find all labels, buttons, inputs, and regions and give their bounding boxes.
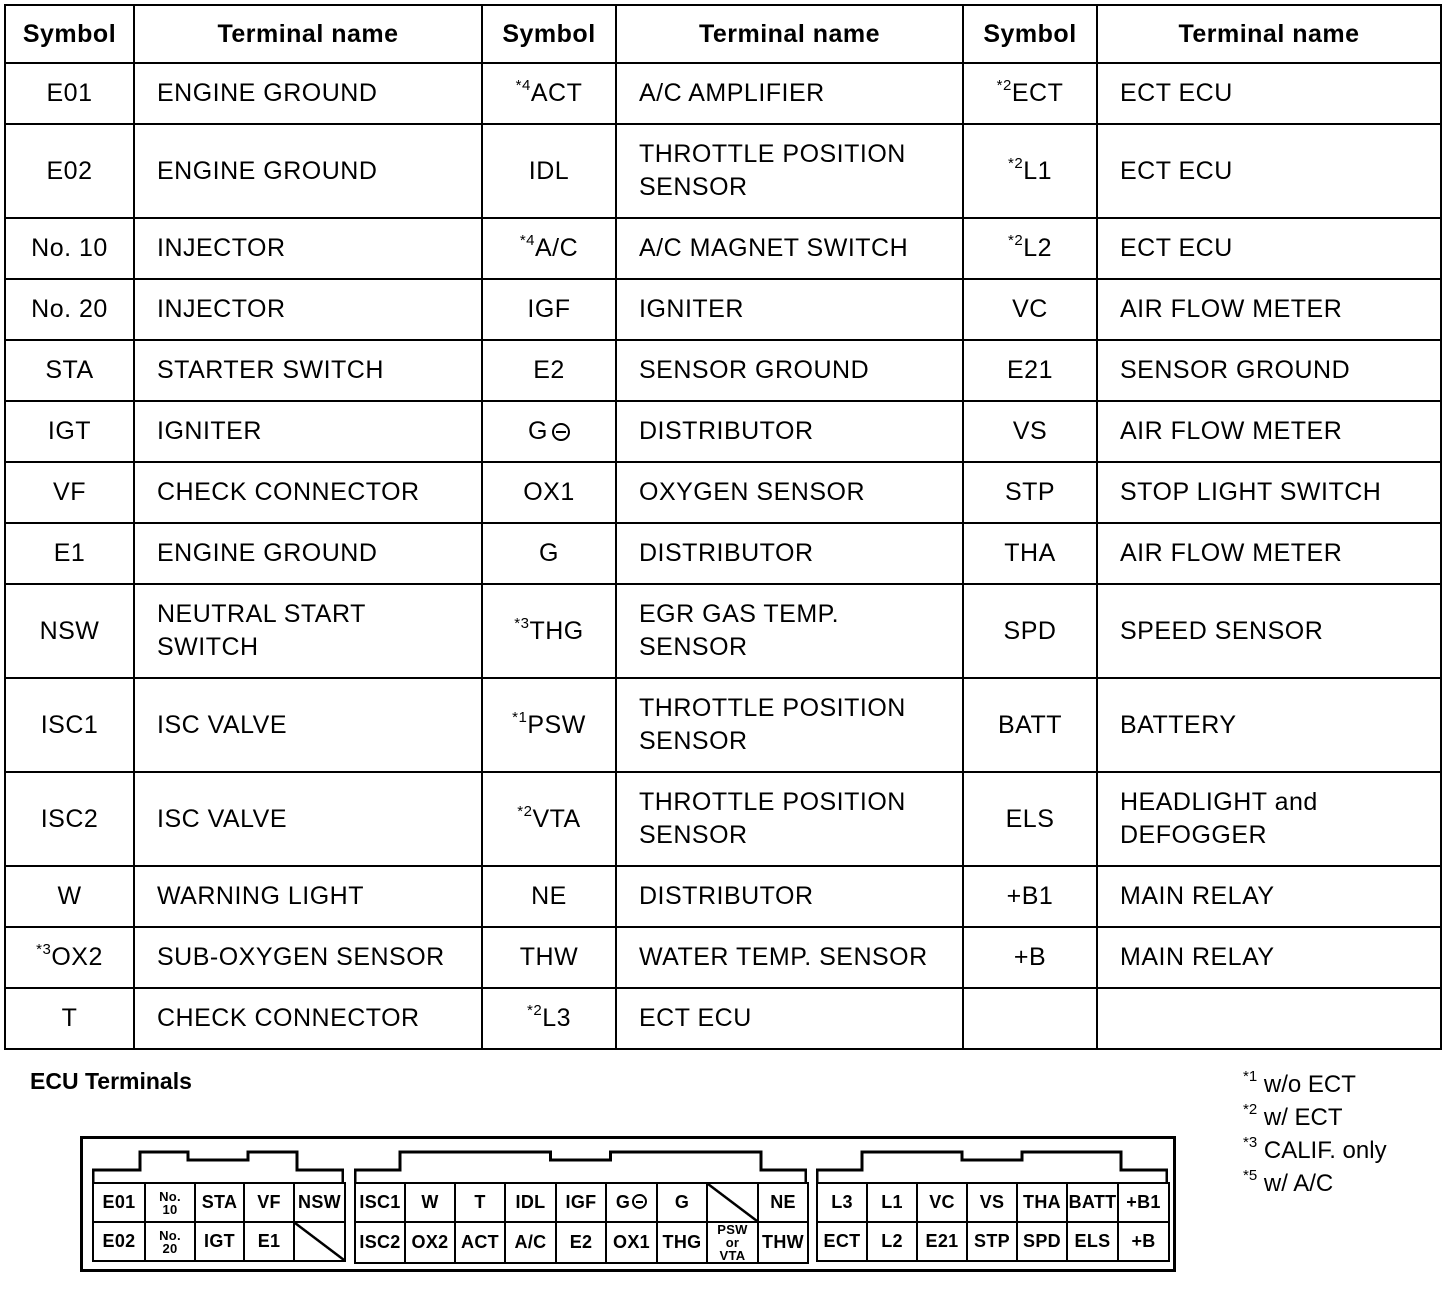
symbol-cell bbox=[963, 124, 1097, 218]
connector-pin: PSW or VTA bbox=[707, 1222, 758, 1263]
symbol-text: SPD bbox=[1003, 616, 1057, 645]
terminal-name-cell bbox=[1097, 988, 1441, 1049]
footnote-mark: *4 bbox=[519, 232, 535, 249]
connector-pin: E2 bbox=[556, 1222, 606, 1263]
symbol-text: VS bbox=[1012, 417, 1048, 445]
symbol-text: OX2 bbox=[51, 943, 103, 971]
column-header: Symbol bbox=[963, 5, 1097, 63]
table-body bbox=[5, 63, 1441, 1049]
footnote-text: w/ A/C bbox=[1257, 1170, 1334, 1197]
symbol-text: +B bbox=[1013, 943, 1047, 971]
symbol-text: VF bbox=[53, 478, 86, 506]
footnote-mark: *3 bbox=[36, 941, 52, 958]
symbol-cell bbox=[5, 678, 134, 772]
symbol-cell bbox=[5, 927, 134, 988]
symbol-cell bbox=[5, 866, 134, 927]
connector-pin: BATT bbox=[1067, 1183, 1118, 1222]
minus-circle-icon bbox=[632, 1194, 647, 1209]
symbol-text: T bbox=[61, 1004, 78, 1032]
connector-block-3 bbox=[816, 1150, 1168, 1264]
symbol-cell bbox=[5, 401, 134, 462]
symbol-text: NSW bbox=[39, 616, 100, 645]
connector-pin: ELS bbox=[1067, 1222, 1118, 1261]
terminal-name-cell: WARNING LIGHT bbox=[134, 866, 482, 927]
terminal-name-cell: ENGINE GROUND bbox=[134, 63, 482, 124]
connector-pin: STP bbox=[967, 1222, 1017, 1261]
symbol-text: E02 bbox=[46, 156, 93, 185]
symbol-text: IGF bbox=[527, 295, 571, 323]
table-row bbox=[5, 462, 1441, 523]
terminal-name-cell: INJECTOR bbox=[134, 218, 482, 279]
symbol-text: NE bbox=[531, 882, 567, 910]
symbol-cell bbox=[482, 772, 616, 866]
footnote-mark: *2 bbox=[1243, 1101, 1258, 1118]
terminal-name-cell: THROTTLE POSITION SENSOR bbox=[616, 124, 963, 218]
symbol-text: IDL bbox=[528, 156, 570, 185]
connector-pin: L2 bbox=[867, 1222, 917, 1261]
terminal-name-cell: CHECK CONNECTOR bbox=[134, 462, 482, 523]
symbol-cell bbox=[963, 772, 1097, 866]
connector-pin: +B1 bbox=[1118, 1183, 1169, 1222]
symbol-text: A/C bbox=[535, 234, 579, 262]
footnote bbox=[1243, 1167, 1387, 1200]
footnote-mark: *3 bbox=[1243, 1134, 1258, 1151]
footnotes bbox=[1243, 1068, 1387, 1200]
symbol-text: ISC2 bbox=[40, 804, 99, 833]
connector-pin: VS bbox=[967, 1183, 1017, 1222]
table-row bbox=[5, 401, 1441, 462]
symbol-cell bbox=[5, 988, 134, 1049]
connector-pin: IGT bbox=[195, 1222, 244, 1261]
connector-pin: STA bbox=[195, 1183, 244, 1222]
terminal-name-cell: WATER TEMP. SENSOR bbox=[616, 927, 963, 988]
symbol-cell bbox=[482, 63, 616, 124]
footnote-mark: *5 bbox=[1243, 1167, 1258, 1184]
footnote bbox=[1243, 1134, 1387, 1167]
connector-pin: NE bbox=[758, 1183, 808, 1222]
connector-pin: THA bbox=[1017, 1183, 1067, 1222]
terminal-name-cell: ISC VALVE bbox=[134, 772, 482, 866]
symbol-text: ECT bbox=[1011, 79, 1064, 107]
symbol-text: STP bbox=[1004, 478, 1056, 506]
connector-pin: THG bbox=[657, 1222, 707, 1263]
symbol-cell bbox=[963, 584, 1097, 678]
terminal-name-cell: A/C AMPLIFIER bbox=[616, 63, 963, 124]
symbol-cell bbox=[963, 462, 1097, 523]
footnote bbox=[1243, 1101, 1387, 1134]
connector-block-2 bbox=[354, 1150, 807, 1264]
connector-pin: L3 bbox=[817, 1183, 867, 1222]
symbol-cell bbox=[482, 279, 616, 340]
footnote-mark: *4 bbox=[515, 77, 531, 94]
table-row bbox=[5, 678, 1441, 772]
symbol-cell bbox=[963, 866, 1097, 927]
connector-pin: ISC2 bbox=[355, 1222, 405, 1263]
terminal-name-cell: SPEED SENSOR bbox=[1097, 584, 1441, 678]
symbol-text: L2 bbox=[1023, 234, 1052, 262]
connector-pin: No. 20 bbox=[145, 1222, 195, 1261]
connector-pin-row bbox=[355, 1183, 808, 1222]
terminal-name-cell: BATTERY bbox=[1097, 678, 1441, 772]
symbol-cell bbox=[5, 772, 134, 866]
symbol-cell bbox=[482, 462, 616, 523]
terminal-name-cell: NEUTRAL START SWITCH bbox=[134, 584, 482, 678]
connector-pin: THW bbox=[758, 1222, 808, 1263]
terminal-name-cell: HEADLIGHT and DEFOGGER bbox=[1097, 772, 1441, 866]
table-row bbox=[5, 279, 1441, 340]
connector-key-path bbox=[93, 1152, 343, 1183]
table-row bbox=[5, 218, 1441, 279]
symbol-text: No. 20 bbox=[31, 295, 108, 323]
table-row bbox=[5, 584, 1441, 678]
table-header bbox=[5, 5, 1441, 63]
symbol-text: No. 10 bbox=[31, 234, 108, 262]
column-header: Symbol bbox=[482, 5, 616, 63]
footnote-mark: *2 bbox=[527, 1002, 543, 1019]
connector-pin: ECT bbox=[817, 1222, 867, 1261]
symbol-text: L3 bbox=[542, 1004, 571, 1032]
terminal-name-cell: MAIN RELAY bbox=[1097, 866, 1441, 927]
terminal-name-cell: SENSOR GROUND bbox=[1097, 340, 1441, 401]
symbol-text: E21 bbox=[1007, 356, 1053, 384]
footnote-mark: *1 bbox=[1243, 1068, 1258, 1085]
footnote-mark: *2 bbox=[517, 802, 533, 820]
symbol-text: PSW bbox=[527, 710, 586, 739]
connector-pin: G bbox=[606, 1183, 657, 1222]
connector-key-outline bbox=[92, 1150, 344, 1184]
connector-pin: SPD bbox=[1017, 1222, 1067, 1261]
symbol-cell bbox=[5, 218, 134, 279]
symbol-cell bbox=[5, 279, 134, 340]
connector-pin: OX2 bbox=[405, 1222, 455, 1263]
symbol-cell bbox=[963, 63, 1097, 124]
column-header: Terminal name bbox=[1097, 5, 1441, 63]
connector-pin: VC bbox=[917, 1183, 967, 1222]
symbol-text: STA bbox=[45, 356, 94, 384]
symbol-text: VC bbox=[1012, 295, 1048, 323]
connector-key-path bbox=[817, 1152, 1167, 1183]
symbol-text: W bbox=[57, 882, 82, 910]
connector-pin: NSW bbox=[294, 1183, 345, 1222]
terminal-name-cell: AIR FLOW METER bbox=[1097, 279, 1441, 340]
terminal-name-cell: ISC VALVE bbox=[134, 678, 482, 772]
symbol-cell bbox=[482, 866, 616, 927]
symbol-text: THG bbox=[529, 616, 584, 645]
terminal-name-cell: A/C MAGNET SWITCH bbox=[616, 218, 963, 279]
symbol-text: G bbox=[539, 539, 559, 567]
footnote-mark: *2 bbox=[1008, 154, 1024, 172]
terminal-name-cell: SENSOR GROUND bbox=[616, 340, 963, 401]
symbol-text: ACT bbox=[530, 79, 583, 107]
column-header: Symbol bbox=[5, 5, 134, 63]
terminal-name-cell: STOP LIGHT SWITCH bbox=[1097, 462, 1441, 523]
symbol-cell bbox=[5, 340, 134, 401]
terminal-name-cell: ECT ECU bbox=[616, 988, 963, 1049]
connector-pin: T bbox=[455, 1183, 505, 1222]
table-row bbox=[5, 866, 1441, 927]
table-row bbox=[5, 124, 1441, 218]
terminal-name-cell: ECT ECU bbox=[1097, 218, 1441, 279]
terminal-name-cell: AIR FLOW METER bbox=[1097, 401, 1441, 462]
table-row bbox=[5, 63, 1441, 124]
footnote-mark: *2 bbox=[996, 77, 1012, 94]
symbol-cell bbox=[963, 678, 1097, 772]
symbol-text: +B1 bbox=[1006, 882, 1054, 910]
symbol-cell bbox=[963, 523, 1097, 584]
symbol-cell bbox=[482, 340, 616, 401]
terminal-name-cell: ECT ECU bbox=[1097, 63, 1441, 124]
column-header: Terminal name bbox=[134, 5, 482, 63]
symbol-cell bbox=[5, 124, 134, 218]
footnote-mark: *1 bbox=[512, 708, 528, 726]
connector-pin: ACT bbox=[455, 1222, 505, 1263]
table-row bbox=[5, 927, 1441, 988]
connector-pin: ISC1 bbox=[355, 1183, 405, 1222]
connector-pin-row bbox=[817, 1183, 1169, 1222]
unused-pin bbox=[707, 1183, 758, 1222]
connector-block-1 bbox=[92, 1150, 344, 1264]
symbol-cell bbox=[482, 124, 616, 218]
symbol-cell bbox=[5, 523, 134, 584]
connector-pin-grid bbox=[92, 1182, 346, 1262]
terminal-name-cell: AIR FLOW METER bbox=[1097, 523, 1441, 584]
symbol-cell bbox=[482, 678, 616, 772]
connector-pin: OX1 bbox=[606, 1222, 657, 1263]
table-row bbox=[5, 340, 1441, 401]
footnote-mark: *3 bbox=[514, 614, 530, 632]
connector-pin-row bbox=[93, 1183, 345, 1222]
symbol-text: OX1 bbox=[523, 478, 575, 506]
footnote bbox=[1243, 1068, 1387, 1101]
terminal-name-cell: DISTRIBUTOR bbox=[616, 401, 963, 462]
symbol-cell bbox=[963, 988, 1097, 1049]
symbol-text: THW bbox=[519, 943, 579, 971]
terminal-name-cell: THROTTLE POSITION SENSOR bbox=[616, 772, 963, 866]
connector-key-path bbox=[355, 1152, 806, 1183]
terminal-name-cell: IGNITER bbox=[616, 279, 963, 340]
connector-pin: IDL bbox=[505, 1183, 556, 1222]
connector-pin-row bbox=[355, 1222, 808, 1263]
symbol-cell bbox=[5, 63, 134, 124]
connector-pin: A/C bbox=[505, 1222, 556, 1263]
table-row bbox=[5, 523, 1441, 584]
symbol-cell bbox=[963, 340, 1097, 401]
table-row bbox=[5, 988, 1441, 1049]
symbol-text: BATT bbox=[997, 710, 1063, 739]
connector-pin-grid bbox=[816, 1182, 1170, 1262]
column-header: Terminal name bbox=[616, 5, 963, 63]
symbol-cell bbox=[963, 218, 1097, 279]
connector-pin: +B bbox=[1118, 1222, 1169, 1261]
terminal-name-cell: ENGINE GROUND bbox=[134, 124, 482, 218]
terminal-name-cell: DISTRIBUTOR bbox=[616, 866, 963, 927]
footnote-text: w/ ECT bbox=[1257, 1104, 1343, 1131]
connector-pin-row bbox=[817, 1222, 1169, 1261]
terminal-name-cell: ECT ECU bbox=[1097, 124, 1441, 218]
terminal-name-cell: THROTTLE POSITION SENSOR bbox=[616, 678, 963, 772]
terminal-name-cell: OXYGEN SENSOR bbox=[616, 462, 963, 523]
footnote-text: CALIF. only bbox=[1257, 1137, 1387, 1164]
terminal-name-cell: MAIN RELAY bbox=[1097, 927, 1441, 988]
symbol-text: E2 bbox=[533, 356, 565, 384]
symbol-text: L1 bbox=[1023, 156, 1052, 185]
symbol-text: THA bbox=[1004, 539, 1056, 567]
connector-pin-row bbox=[93, 1222, 345, 1261]
symbol-cell bbox=[482, 401, 616, 462]
connector-pin: E02 bbox=[93, 1222, 145, 1261]
symbol-cell bbox=[482, 584, 616, 678]
connector-key-outline bbox=[354, 1150, 807, 1184]
connector-pin: E21 bbox=[917, 1222, 967, 1261]
connector-pin: E1 bbox=[244, 1222, 294, 1261]
symbol-cell bbox=[5, 462, 134, 523]
terminal-name-cell: INJECTOR bbox=[134, 279, 482, 340]
symbol-cell bbox=[482, 988, 616, 1049]
symbol-cell bbox=[482, 523, 616, 584]
symbol-text: G bbox=[528, 417, 548, 445]
symbol-text: ISC1 bbox=[40, 710, 99, 739]
connector-pin: W bbox=[405, 1183, 455, 1222]
symbol-cell bbox=[963, 401, 1097, 462]
connector-pin: No. 10 bbox=[145, 1183, 195, 1222]
unused-pin bbox=[294, 1222, 345, 1261]
terminal-name-cell: DISTRIBUTOR bbox=[616, 523, 963, 584]
terminal-name-cell: ENGINE GROUND bbox=[134, 523, 482, 584]
terminal-name-cell: EGR GAS TEMP. SENSOR bbox=[616, 584, 963, 678]
connector-pin: E01 bbox=[93, 1183, 145, 1222]
symbol-text: VTA bbox=[532, 804, 581, 833]
table-row bbox=[5, 772, 1441, 866]
symbol-cell bbox=[482, 927, 616, 988]
symbol-text: E01 bbox=[46, 79, 93, 107]
symbol-cell bbox=[482, 218, 616, 279]
terminal-name-cell: IGNITER bbox=[134, 401, 482, 462]
connector-pin: VF bbox=[244, 1183, 294, 1222]
ecu-terminals-title: ECU Terminals bbox=[30, 1068, 192, 1094]
terminal-name-cell: STARTER SWITCH bbox=[134, 340, 482, 401]
connector-pin: G bbox=[657, 1183, 707, 1222]
symbol-cell bbox=[963, 927, 1097, 988]
symbol-cell bbox=[5, 584, 134, 678]
symbol-text: IGT bbox=[47, 417, 92, 445]
minus-circle-icon bbox=[552, 423, 570, 441]
terminal-table bbox=[4, 4, 1442, 1050]
connector-pin: L1 bbox=[867, 1183, 917, 1222]
connector-pin-grid bbox=[354, 1182, 809, 1264]
footnote-text: w/o ECT bbox=[1257, 1071, 1356, 1098]
connector-pin: IGF bbox=[556, 1183, 606, 1222]
symbol-text: E1 bbox=[53, 539, 86, 567]
footnote-mark: *2 bbox=[1008, 232, 1024, 249]
connector-key-outline bbox=[816, 1150, 1168, 1184]
terminal-name-cell: SUB-OXYGEN SENSOR bbox=[134, 927, 482, 988]
symbol-cell bbox=[963, 279, 1097, 340]
terminal-name-cell: CHECK CONNECTOR bbox=[134, 988, 482, 1049]
symbol-text: ELS bbox=[1005, 804, 1055, 833]
